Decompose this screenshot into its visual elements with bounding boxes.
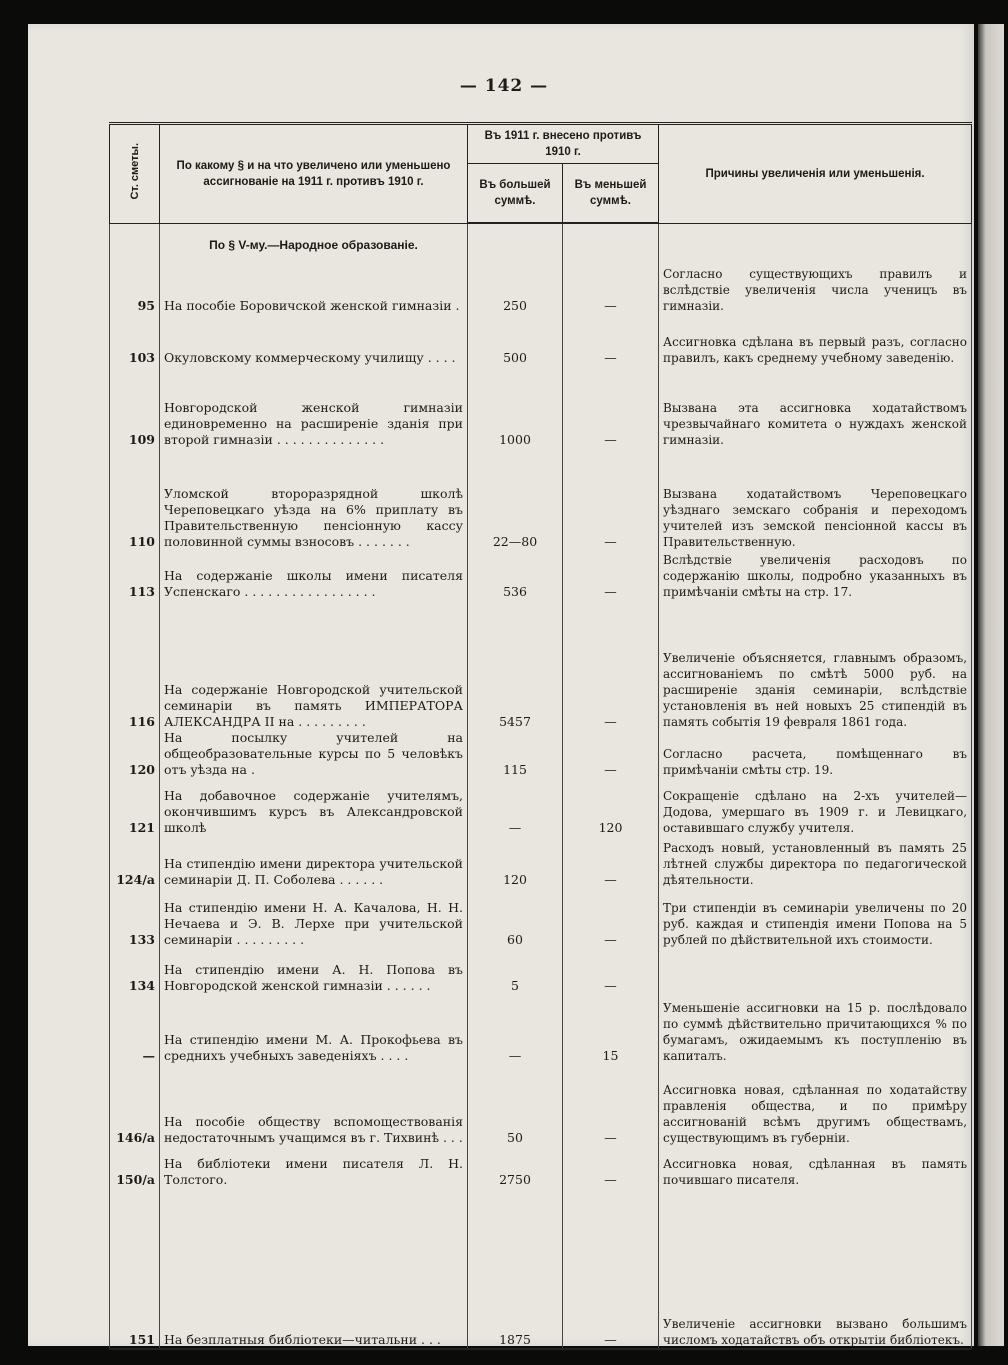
row-description: На пособіе обществу вспомоществованія недостаточнымъ учащимся въ г. Тихвинѣ . . . [160, 1064, 468, 1146]
row-reason: Вслѣдствіе увеличенія расходовъ по содержанію школы, подробно указанныхъ въ примѣчаніи смѣты на стр. 17. [659, 550, 972, 600]
row-less-sum: — [563, 1188, 659, 1349]
row-more-sum: 22—80 [468, 448, 563, 550]
row-reason: Вызвана эта ассигновка ходатайствомъ чрезвычайнаго комитета о нуждахъ женской гимназіи. [659, 366, 972, 448]
row-reason: Согласно существующихъ правилъ и вслѣдствіе увеличенія числа ученицъ въ гимназіи. [659, 266, 972, 314]
row-more-sum: 50 [468, 1064, 563, 1146]
row-more-sum: 5 [468, 948, 563, 994]
row-less-sum: — [563, 600, 659, 730]
row-more-sum: 60 [468, 888, 563, 948]
row-more-sum: 1875 [468, 1188, 563, 1349]
row-more-sum: 115 [468, 730, 563, 778]
row-description: Окуловскому коммерческому училищу . . . . [160, 314, 468, 366]
row-reason: Увеличеніе объясняется, главнымъ образомъ, ассигнованіемъ по смѣтѣ 5000 руб. на расширеніе зданія семинаріи, вслѣдствіе установленія въ ней новыхъ 25 стипендій въ память событія 19 февраля 1861 года. [659, 600, 972, 730]
row-more-sum: 2750 [468, 1146, 563, 1188]
row-article: — [110, 994, 160, 1064]
header-less: Въ меньшей суммѣ. [563, 164, 659, 224]
table-row [110, 366, 972, 448]
row-more-sum: — [468, 994, 563, 1064]
row-article: 124/а [110, 836, 160, 888]
table-row [110, 314, 972, 366]
row-article: 113 [110, 550, 160, 600]
row-less-sum: — [563, 730, 659, 778]
table-row [110, 948, 972, 994]
row-article: 116 [110, 600, 160, 730]
row-description: На содержаніе Новгородской учительской семинаріи въ память ИМПЕРАТОРА АЛЕКСАНДРА II на . . . . . . . . . [160, 600, 468, 730]
row-description: На содержаніе школы имени писателя Успенскаго . . . . . . . . . . . . . . . . . [160, 550, 468, 600]
row-article: 103 [110, 314, 160, 366]
row-less-sum: — [563, 948, 659, 994]
table-row [110, 994, 972, 1064]
row-description: Новгородской женской гимназіи единовременно на расширеніе зданія при второй гимназіи . . . . . . . . . . . . . . [160, 366, 468, 448]
row-reason: Сокращеніе сдѣлано на 2-хъ учителей—Додова, умершаго въ 1909 г. и Левицкаго, оставившаго службу учителя. [659, 778, 972, 836]
table-row [110, 1146, 972, 1188]
row-description: На посылку учителей на общеобразовательные курсы по 5 человѣкъ отъ уѣзда на . [160, 730, 468, 778]
header-article: Ст. сметы. [110, 124, 160, 224]
row-reason: Вызвана ходатайствомъ Череповецкаго уѣзднаго земскаго собранія и переходомъ учителей изъ земской пенсіонной кассы въ Правительственную. [659, 448, 972, 550]
table-row [110, 730, 972, 778]
row-article: 109 [110, 366, 160, 448]
header-reason: Причины увеличенія или уменьшенія. [659, 124, 972, 224]
row-article: 110 [110, 448, 160, 550]
row-article: 134 [110, 948, 160, 994]
table-row [110, 836, 972, 888]
row-less-sum: — [563, 1064, 659, 1146]
row-article: 121 [110, 778, 160, 836]
row-less-sum: 120 [563, 778, 659, 836]
row-more-sum: — [468, 778, 563, 836]
row-less-sum: — [563, 266, 659, 314]
table-row [110, 550, 972, 600]
row-description: На библіотеки имени писателя Л. Н. Толстого. [160, 1146, 468, 1188]
row-reason: Ассигновка новая, сдѣланная въ память почившаго писателя. [659, 1146, 972, 1188]
row-reason: Уменьшеніе ассигновки на 15 р. послѣдовало по суммѣ дѣйствительно причитающихся % по бумагамъ, ожидаемымъ къ поступленію въ капиталъ. [659, 994, 972, 1064]
row-more-sum: 250 [468, 266, 563, 314]
table-row [110, 778, 972, 836]
row-description: На стипендію имени директора учительской семинаріи Д. П. Соболева . . . . . . [160, 836, 468, 888]
table-row [110, 600, 972, 730]
row-more-sum: 536 [468, 550, 563, 600]
row-less-sum: — [563, 550, 659, 600]
row-less-sum: — [563, 314, 659, 366]
table-row [110, 1064, 972, 1146]
row-description: Уломской второразрядной школѣ Череповецкаго уѣзда на 6% приплату въ Правительственную пенсіонную кассу половинной суммы взносовъ . . . . . . . [160, 448, 468, 550]
header-what: По какому § и на что увеличено или уменьшено ассигнованіе на 1911 г. противъ 1910 г. [160, 124, 468, 224]
row-article: 150/а [110, 1146, 160, 1188]
page-edge [978, 24, 1004, 1346]
row-description: На пособіе Боровичской женской гимназіи . [160, 266, 468, 314]
row-article: 120 [110, 730, 160, 778]
row-reason: Увеличеніе ассигновки вызвано большимъ числомъ ходатайствъ объ открытіи библіотекъ. [659, 1188, 972, 1349]
row-description: На стипендію имени А. Н. Попова въ Новгородской женской гимназіи . . . . . . [160, 948, 468, 994]
row-less-sum: — [563, 888, 659, 948]
row-reason: Ассигновка сдѣлана въ первый разъ, согласно правилъ, какъ среднему учебному заведенію. [659, 314, 972, 366]
row-reason [659, 948, 972, 994]
row-more-sum: 1000 [468, 366, 563, 448]
table-row [110, 266, 972, 314]
row-reason: Согласно расчета, помѣщеннаго въ примѣчаніи смѣты стр. 19. [659, 730, 972, 778]
row-description: На добавочное содержаніе учителямъ, окончившимъ курсъ въ Александровской школѣ [160, 778, 468, 836]
row-article: 146/а [110, 1064, 160, 1146]
section-title: По § V-му.—Народное образованіе. [160, 223, 468, 266]
row-article: 95 [110, 266, 160, 314]
row-less-sum: — [563, 1146, 659, 1188]
table-row [110, 448, 972, 550]
table-row [110, 888, 972, 948]
row-less-sum: — [563, 366, 659, 448]
row-reason: Три стипендіи въ семинаріи увеличены по 20 руб. каждая и стипендія имени Попова на 5 рублей по дѣйствительной ихъ стоимости. [659, 888, 972, 948]
row-more-sum: 120 [468, 836, 563, 888]
budget-table [109, 122, 972, 1350]
row-description: На стипендію имени Н. А. Качалова, Н. Н. Нечаева и Э. В. Лерхе при учительской семинаріи . . . . . . . . . [160, 888, 468, 948]
row-less-sum: 15 [563, 994, 659, 1064]
row-article: 151 [110, 1188, 160, 1349]
row-more-sum: 500 [468, 314, 563, 366]
header-group: Въ 1911 г. внесено противъ 1910 г. [468, 124, 659, 164]
row-less-sum: — [563, 836, 659, 888]
row-description: На стипендію имени М. А. Прокофьева въ среднихъ учебныхъ заведеніяхъ . . . . [160, 994, 468, 1064]
row-less-sum: — [563, 448, 659, 550]
page-number: — 142 — [459, 76, 549, 96]
row-more-sum: 5457 [468, 600, 563, 730]
section-row [110, 223, 972, 266]
row-reason: Расходъ новый, установленный въ память 25 лѣтней службы директора по педагогической дѣятельности. [659, 836, 972, 888]
row-description: На безплатныя библіотеки—читальни . . . [160, 1188, 468, 1349]
table-row [110, 1188, 972, 1349]
row-reason: Ассигновка новая, сдѣланная по ходатайству правленія общества, и по примѣру ассигнованій всѣмъ другимъ обществамъ, существующимъ въ губерніи. [659, 1064, 972, 1146]
row-article: 133 [110, 888, 160, 948]
header-more: Въ большей суммѣ. [468, 164, 563, 224]
